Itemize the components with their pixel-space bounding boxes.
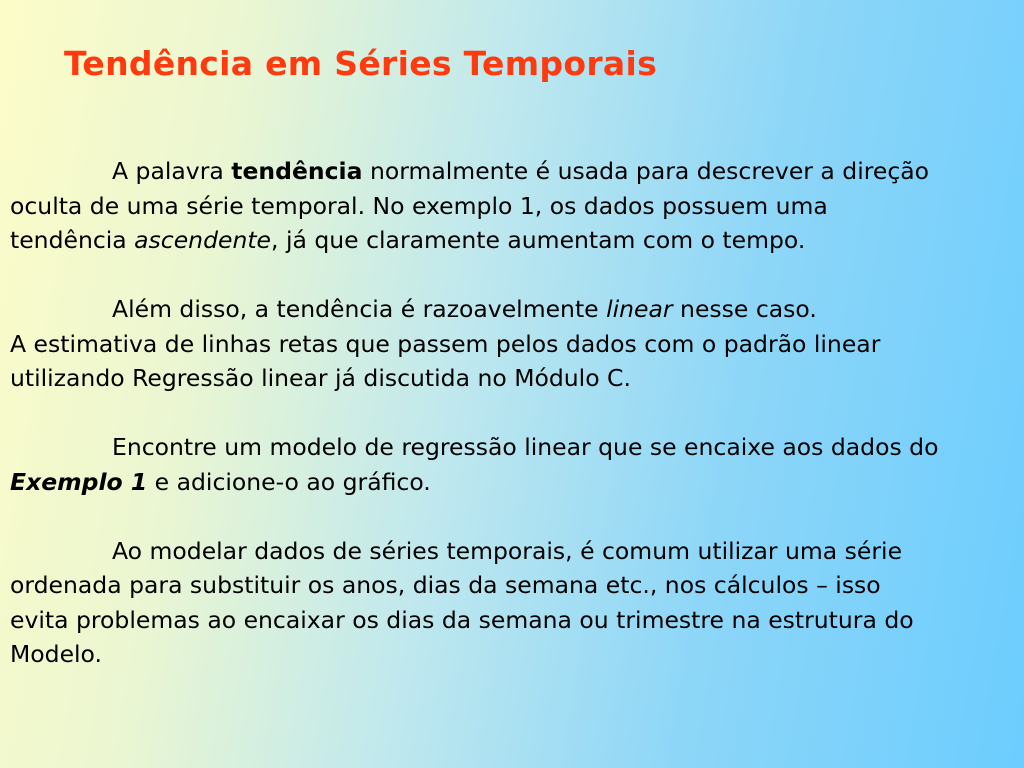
paragraph-line: ordenada para substituir os anos, dias da semana etc., nos cálculos – isso	[10, 571, 881, 599]
text-run: normalmente é usada para descrever a direção	[362, 157, 930, 185]
paragraph-line: evita problemas ao encaixar os dias da semana ou trimestre na estrutura do	[10, 605, 914, 634]
paragraph-line	[10, 292, 1020, 327]
paragraph-line: Ao modelar dados de séries temporais, é comum utilizar uma série	[112, 536, 903, 565]
text-run: e adicione-o ao gráfico.	[147, 467, 431, 496]
emphasis-tendencia: tendência	[231, 157, 363, 185]
emphasis-exemplo-1: Exemplo 1	[10, 467, 148, 496]
slide-title: Tendência em Séries Temporais	[64, 44, 658, 83]
paragraph-line: Modelo.	[10, 640, 102, 668]
text-run: nesse caso.	[672, 295, 817, 323]
emphasis-linear: linear	[606, 295, 673, 323]
paragraph-line: A estimativa de linhas retas que passem pelos dados com o padrão linear	[10, 329, 881, 358]
paragraph-line	[10, 465, 1020, 500]
paragraph-line: Encontre um modelo de regressão linear que se encaixe aos dados do	[112, 433, 939, 461]
paragraph-linear-trend	[10, 292, 1020, 396]
paragraph-line: oculta de uma série temporal. No exemplo 1, os dados possuem uma	[10, 191, 828, 220]
slide-body	[10, 154, 1020, 706]
paragraph-line	[10, 154, 1020, 189]
paragraph-ordered-series	[10, 534, 1020, 672]
emphasis-ascendente: ascendente	[134, 226, 272, 254]
text-run: Além disso, a tendência é razoavelmente	[112, 295, 607, 323]
text-run: tendência	[10, 226, 135, 254]
paragraph-line	[10, 223, 1020, 258]
paragraph-trend-definition	[10, 154, 1020, 258]
paragraph-exercise	[10, 430, 1020, 499]
text-run: , já que claramente aumentam com o tempo.	[271, 226, 806, 254]
text-run: A palavra	[112, 157, 232, 185]
paragraph-line: utilizando Regressão linear já discutida no Módulo C.	[10, 364, 631, 392]
